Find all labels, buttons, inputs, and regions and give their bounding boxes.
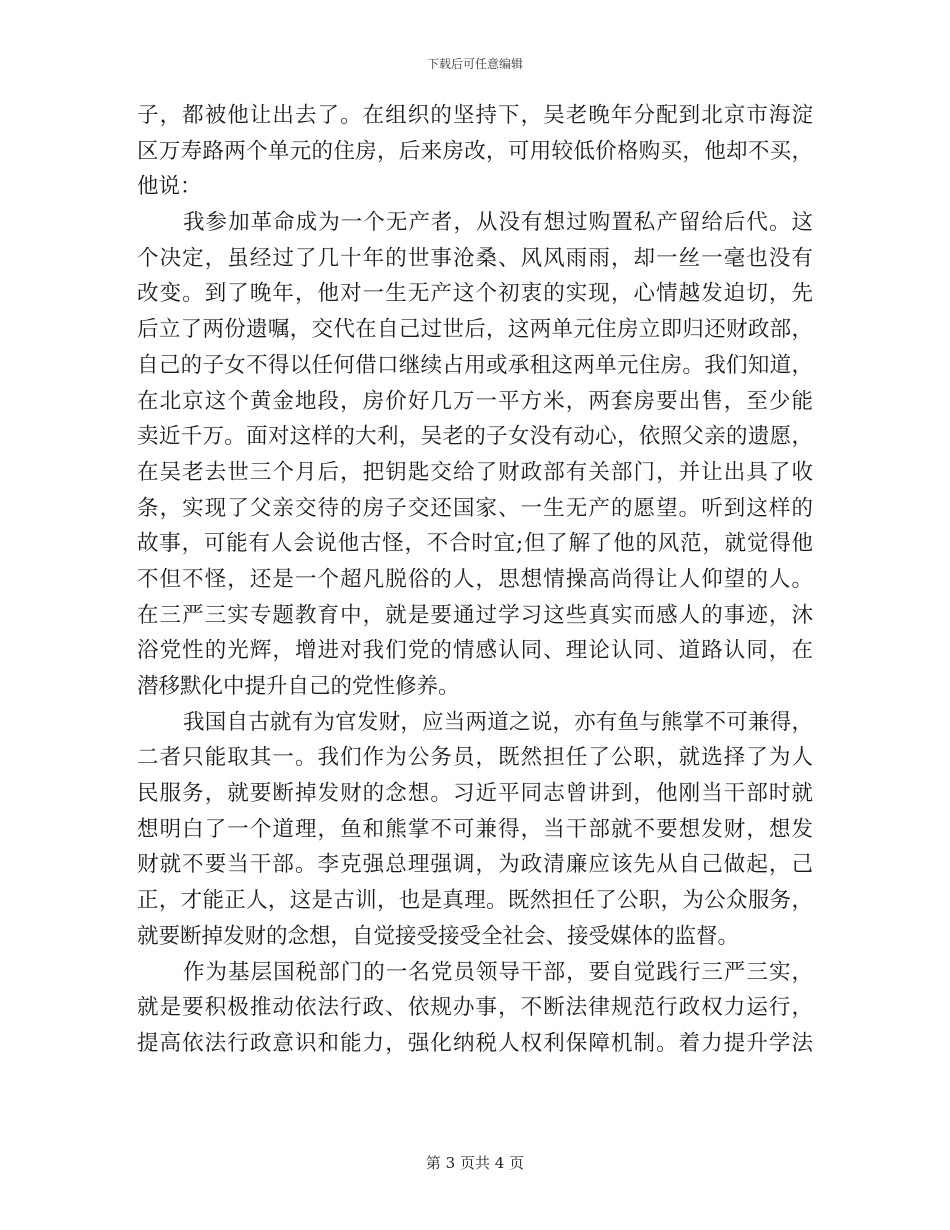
text-line: 作为基层国税部门的一名党员领导干部，要自觉践行三严三实，	[183, 959, 813, 985]
text-line: 卖近千万。面对这样的大利，吴老的子女没有动心，依照父亲的遗愿，	[137, 424, 813, 450]
text-line: 在北京这个黄金地段，房价好几万一平方米，两套房要出售，至少能	[137, 388, 813, 414]
text-line: 我参加革命成为一个无产者，从没有想过购置私产留给后代。这	[183, 210, 813, 236]
text-line: 就是要积极推动依法行政、依规办事，不断法律规范行政权力运行，	[137, 995, 813, 1021]
text-line: 二者只能取其一。我们作为公务员，既然担任了公职，就选择了为人	[137, 745, 813, 771]
text-line: 在三严三实专题教育中，就是要通过学习这些真实而感人的事迹，沐	[137, 602, 813, 628]
text-line: 他说：	[137, 174, 202, 200]
paragraph-1	[137, 98, 813, 205]
text-line: 提高依法行政意识和能力，强化纳税人权利保障机制。着力提升学法	[137, 1030, 813, 1056]
text-line: 潜移默化中提升自己的党性修养。	[137, 674, 460, 699]
page-footer: 第 3 页共 4 页	[425, 1154, 525, 1172]
text-line: 在吴老去世三个月后，把钥匙交给了财政部有关部门，并让出具了收	[137, 459, 813, 485]
paragraph-2	[137, 205, 813, 705]
text-line: 子，都被他让出去了。在组织的坚持下，吴老晚年分配到北京市海淀	[137, 103, 813, 128]
text-line: 财就不要当干部。李克强总理强调，为政清廉应该先从自己做起，己	[137, 852, 813, 878]
paragraph-4	[137, 955, 813, 1062]
text-line: 就要断掉发财的念想，自觉接受接受全社会、接受媒体的监督。	[137, 923, 740, 949]
text-line: 个决定，虽经过了几十年的世事沧桑、风风雨雨，却一丝一毫也没有	[137, 245, 813, 271]
text-line: 后立了两份遗嘱，交代在自己过世后，这两单元住房立即归还财政部，	[137, 317, 813, 343]
paragraph-3	[137, 705, 813, 955]
text-line: 民服务，就要断掉发财的念想。习近平同志曾讲到，他刚当干部时就	[137, 781, 813, 807]
text-line: 区万寿路两个单元的住房，后来房改，可用较低价格购买，他却不买，	[137, 138, 813, 164]
text-line: 故事，可能有人会说他古怪，不合时宜;但了解了他的风范，就觉得他	[137, 531, 813, 557]
text-line: 想明白了一个道理，鱼和熊掌不可兼得，当干部就不要想发财，想发	[137, 816, 813, 842]
text-line: 条，实现了父亲交待的房子交还国家、一生无产的愿望。听到这样的	[137, 495, 813, 521]
text-line: 我国自古就有为官发财，应当两道之说，亦有鱼与熊掌不可兼得，	[183, 709, 813, 735]
document-body	[137, 98, 813, 1062]
page-header: 下载后可任意编辑	[426, 57, 523, 71]
text-line: 自己的子女不得以任何借口继续占用或承租这两单元住房。我们知道，	[137, 352, 813, 378]
text-line: 改变。到了晚年，他对一生无产这个初衷的实现，心情越发迫切，先	[137, 281, 813, 307]
text-line: 正，才能正人，这是古训，也是真理。既然担任了公职，为公众服务，	[137, 888, 813, 914]
text-line: 不但不怪，还是一个超凡脱俗的人，思想情操高尚得让人仰望的人。	[137, 566, 813, 592]
text-line: 浴党性的光辉，增进对我们党的情感认同、理论认同、道路认同，在	[137, 638, 813, 664]
